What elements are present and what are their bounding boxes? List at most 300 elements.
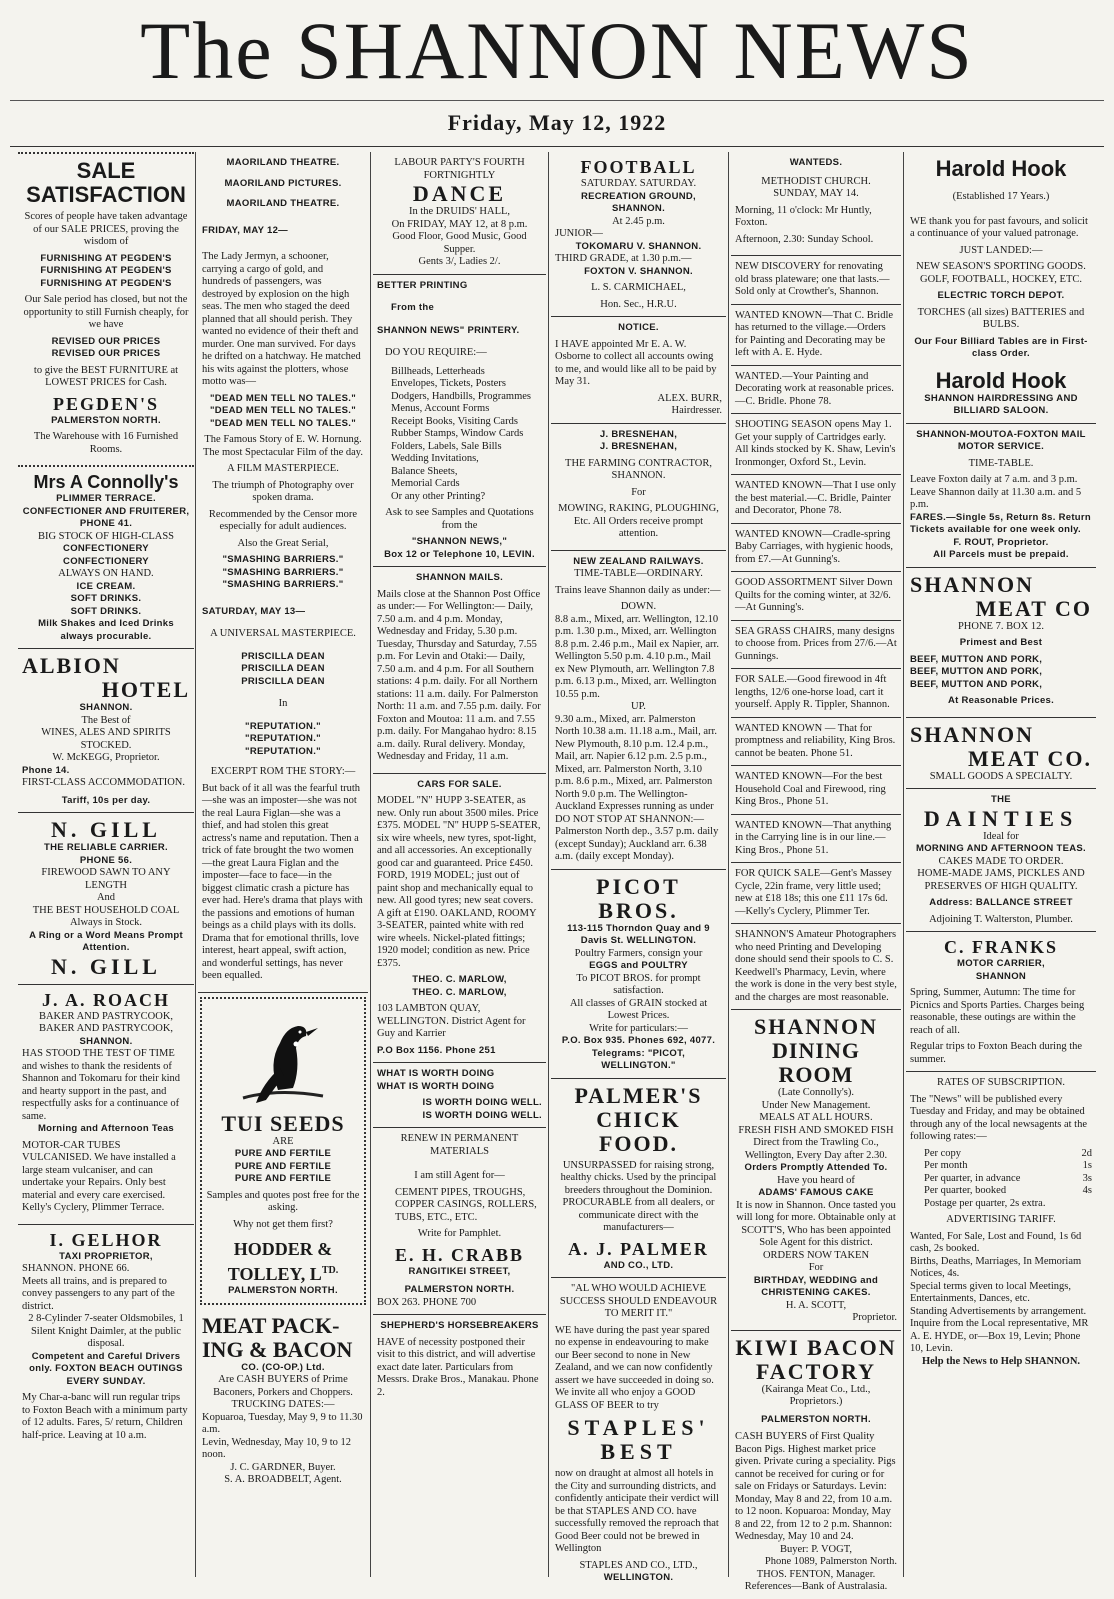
ad-heading: NEW ZEALAND RAILWAYS. bbox=[573, 555, 704, 567]
ad-brand: TUI SEEDS bbox=[221, 1110, 345, 1136]
ad-line: JUNIOR— bbox=[555, 228, 603, 239]
classified-item: NEW DISCOVERY for renovating old brass plateware; one that lasts.—Sold only at Crowther's, Shannon. bbox=[731, 256, 901, 305]
ad-line: THEO. C. MARLOW, bbox=[412, 986, 507, 998]
ad-text: Our Four Billiard Tables are in First-class Order. bbox=[914, 335, 1088, 359]
ad-line: A Ring or a Word Means Prompt Attention. bbox=[29, 929, 183, 953]
rate-label: Per quarter, in advance bbox=[924, 1172, 1021, 1184]
ad-text: A UNIVERSAL MASTERPIECE. bbox=[210, 628, 356, 639]
ad-brand: SHANNON bbox=[910, 721, 1035, 747]
mail-motor-ad bbox=[906, 424, 1096, 568]
issue-date: Friday, May 12, 1922 bbox=[447, 110, 667, 135]
ad-line: In the DRUIDS' HALL, bbox=[408, 206, 511, 217]
crabb-ad bbox=[373, 1128, 546, 1315]
ad-line: IS WORTH DOING WELL. bbox=[422, 1109, 542, 1121]
ad-text: Ask to see Samples and Quotations from the bbox=[385, 507, 534, 531]
tui-seeds-ad bbox=[200, 997, 366, 1305]
rate-label: Per copy bbox=[924, 1147, 962, 1159]
ad-brand: HODDER & bbox=[233, 1239, 333, 1259]
ad-text: 2 8-Cylinder 7-seater Oldsmobiles, 1 Silent Knight Daimler, at the public disposal. bbox=[28, 1313, 184, 1349]
ad-heading: RENEW IN PERMANENT MATERIALS bbox=[400, 1133, 519, 1157]
ad-brand: SHANNON bbox=[753, 1014, 878, 1039]
wanteds-section bbox=[731, 152, 901, 256]
ad-text: Meets all trains, and is prepared to convey passengers to any part of the district. bbox=[22, 1275, 175, 1312]
ad-heading: FOOTBALL bbox=[580, 157, 697, 177]
ad-brand: Mrs A Connolly's bbox=[33, 472, 179, 492]
ad-brand: MEAT PACK- bbox=[202, 1312, 340, 1338]
ad-text: Also the Great Serial, bbox=[237, 537, 329, 549]
printing-item: Memorial Cards bbox=[391, 478, 460, 489]
ad-line: FURNISHING AT PEGDEN'S bbox=[40, 277, 172, 289]
ad-heading: NOTICE. bbox=[618, 322, 659, 333]
ad-text: Levin, Wednesday, May 10, 9 to 12 noon. bbox=[202, 1436, 352, 1460]
column-1 bbox=[18, 152, 194, 1577]
ad-line: (Established 17 Years.) bbox=[952, 191, 1050, 202]
ad-place: PALMERSTON NORTH. bbox=[228, 1285, 338, 1296]
ad-heading: MAORILAND THEATRE. bbox=[226, 157, 340, 168]
classified-list bbox=[731, 256, 901, 1010]
ad-line: PURE AND FERTILE bbox=[234, 1173, 332, 1184]
ad-line: Milk Shakes and Iced Drinks always procurable. bbox=[38, 618, 174, 642]
printing-item: Rubber Stamps, Window Cards bbox=[391, 428, 524, 439]
ad-text: Inquire from the Local representative, MR A. E. HYDE, or—Box 19, Levin; Phone 10, Levin. bbox=[910, 1318, 1089, 1354]
gill-ad bbox=[18, 813, 194, 985]
ad-text: HAVE of necessity postponed their visit to this district, and will advertise exact date later. Particulars from Messrs. Drake Bros., Manakau. Phone 2. bbox=[377, 1336, 539, 1398]
rate-table bbox=[910, 1148, 1092, 1198]
rate-value: 1s bbox=[1082, 1160, 1092, 1171]
ad-line: "DEAD MEN TELL NO TALES." bbox=[210, 405, 356, 416]
ad-text: A FILM MASTERPIECE. bbox=[227, 463, 339, 474]
ad-line: PLIMMER TERRACE. bbox=[56, 493, 156, 504]
rate-label: Per month bbox=[924, 1160, 968, 1171]
ad-brand: STAPLES' bbox=[567, 1415, 710, 1440]
ad-brand: SHANNON bbox=[910, 571, 1035, 597]
ad-line: And bbox=[96, 892, 116, 903]
ad-line: BIG STOCK OF HIGH-CLASS bbox=[37, 530, 175, 542]
divider bbox=[10, 146, 1104, 147]
ad-line: SMALL GOODS A SPECIALTY. bbox=[929, 770, 1073, 782]
ad-line: THE RELIABLE CARRIER. bbox=[44, 842, 168, 853]
ad-line: "SMASHING BARRIERS." bbox=[222, 554, 344, 565]
ad-text: FARES.—Single 5s, Return 8s. Return Tickets available for one week only. bbox=[910, 511, 1092, 535]
ad-place: PALMERSTON NORTH. bbox=[404, 1284, 515, 1295]
ad-line: PRISCILLA DEAN bbox=[241, 675, 325, 687]
ad-line: Box 12 or Telephone 10, LEVIN. bbox=[384, 548, 535, 560]
ad-brand: BEST bbox=[600, 1439, 677, 1464]
ad-brand: FACTORY bbox=[756, 1358, 876, 1384]
ad-text: 103 LAMBTON QUAY, WELLINGTON. District Agent for Guy and Karrier bbox=[377, 1003, 526, 1039]
ad-line: "SHANNON NEWS," bbox=[411, 536, 508, 547]
ad-line: ARE bbox=[272, 1135, 294, 1147]
ad-text: Recommended by the Censor more especially for adult audiences. bbox=[208, 508, 358, 532]
ad-brand: ALBION bbox=[22, 653, 121, 678]
ad-line: PURE AND FERTILE bbox=[234, 1160, 332, 1172]
tui-bird-icon bbox=[238, 1008, 328, 1108]
ad-brand: I. GELHOR bbox=[49, 1229, 163, 1250]
ad-line: SOFT DRINKS. bbox=[70, 593, 142, 604]
classified-item: WANTED KNOWN—That C. Bridle has returned to the village.—Orders for Painting and Decorating may be left with A. E. Hyde. bbox=[731, 305, 901, 366]
column-2 bbox=[198, 152, 368, 1577]
ad-text: TORCHES (all sizes) BATTERIES and BULBS. bbox=[917, 306, 1085, 330]
ad-line: THE BEST HOUSEHOLD COAL bbox=[32, 904, 180, 916]
burr-notice bbox=[551, 317, 726, 424]
ad-place: PALMERSTON NORTH. bbox=[761, 1413, 871, 1425]
classified-item: SEA GRASS CHAIRS, many designs to choose from. Prices from 27/6.—At Gunnings. bbox=[731, 621, 901, 670]
ad-heading: SHANNON MAILS. bbox=[415, 572, 504, 583]
horsebreakers-ad bbox=[373, 1315, 546, 1408]
ad-line: "DEAD MEN TELL NO TALES." bbox=[210, 392, 356, 404]
harold-hook-ad bbox=[906, 152, 1096, 424]
cars-for-sale-ad bbox=[373, 774, 546, 1064]
printing-ad bbox=[373, 275, 546, 568]
ad-line: All classes of GRAIN stocked at Lowest Prices. bbox=[569, 997, 708, 1021]
classified-item: WANTED KNOWN—For the best Household Coal and Firewood, ring King Bros., Phone 51. bbox=[731, 766, 901, 815]
classified-item: SHOOTING SEASON opens May 1. Get your supply of Cartridges early. All kinds stocked by K. Shaw, Levin's Ironmonger, Oxford St., Levin. bbox=[731, 414, 901, 475]
ad-line: BEEF, MUTTON AND PORK, bbox=[910, 678, 1043, 690]
ad-line: At Reasonable Prices. bbox=[947, 695, 1055, 706]
railways-timetable bbox=[551, 551, 726, 870]
ad-text: Afternoon, 2.30: Sunday School. bbox=[735, 233, 874, 245]
ad-text: Write for Pamphlet. bbox=[417, 1228, 502, 1239]
ad-line: CO. (CO-OP.) Ltd. bbox=[241, 1361, 325, 1373]
column-4 bbox=[551, 152, 726, 1583]
ad-line: Buyer: P. VOGT, bbox=[780, 1543, 852, 1555]
ad-heading: RATES OF SUBSCRIPTION. bbox=[936, 1077, 1066, 1088]
ad-line: THE bbox=[991, 794, 1011, 805]
ad-line: THIRD GRADE, at 1.30 p.m.— bbox=[555, 253, 692, 264]
ad-line: TIME-TABLE—ORDINARY. bbox=[574, 568, 703, 579]
ad-text: EXCERPT ROM THE STORY:— bbox=[210, 766, 356, 777]
ad-brand: MEAT CO bbox=[975, 595, 1092, 621]
ad-line: METHODIST CHURCH. bbox=[761, 175, 871, 187]
ad-line: Telegrams: "PICOT, WELLINGTON." bbox=[591, 1047, 686, 1071]
ad-text: NEW SEASON'S SPORTING GOODS. GOLF, FOOTBALL, HOCKEY, ETC. bbox=[916, 261, 1086, 285]
classified-item: WANTED KNOWN—That I use only the best material.—C. Bridle, Painter and Decorator, Phone 78. bbox=[731, 475, 901, 524]
column-rule bbox=[903, 152, 904, 1577]
ad-text: Spring, Summer, Autumn: The time for Picnics and Sports Parties. Charges being reasonable, these outings are within the reach of all. bbox=[910, 987, 1085, 1036]
column-rule bbox=[195, 152, 196, 1577]
maoriland-theatre-ad bbox=[198, 152, 368, 993]
rate-label: Per quarter, booked bbox=[924, 1185, 1007, 1196]
ad-brand: MEAT CO. bbox=[968, 745, 1092, 771]
ad-line: SATURDAY. SATURDAY. bbox=[580, 178, 697, 189]
ad-line: Gents 3/, Ladies 2/. bbox=[418, 256, 501, 267]
roach-ad bbox=[18, 985, 194, 1225]
ad-line: PHONE 7. BOX 12. bbox=[957, 620, 1045, 632]
ad-heading: BETTER PRINTING bbox=[377, 279, 468, 291]
ad-line: Under New Management. bbox=[761, 1099, 871, 1111]
ad-line: CONFECTIONER AND FRUITERER, bbox=[22, 505, 190, 517]
newspaper-title: The SHANNON NEWS bbox=[140, 5, 974, 96]
firm-name: TOLLEY, L bbox=[227, 1264, 322, 1284]
ad-text: Leave Shannon daily at 11.30 a.m. and 5 p.m. bbox=[910, 486, 1082, 510]
ad-line: RECREATION GROUND, SHANNON. bbox=[580, 190, 696, 214]
ad-line: From the bbox=[391, 302, 435, 313]
ad-line: TIME-TABLE. bbox=[968, 457, 1034, 469]
meat-packing-ad bbox=[198, 1309, 368, 1492]
ad-heading: SHEPHERD'S HORSEBREAKERS bbox=[380, 1320, 539, 1331]
section-heading: WANTEDS. bbox=[789, 157, 843, 168]
ad-text: The "News" will be published every Tuesday and Friday, and may be obtained through any of the local newsagents at the following rates:— bbox=[910, 1093, 1087, 1142]
ad-line: Morning and Afternoon Teas bbox=[37, 1123, 175, 1134]
ad-line: THOS. FENTON, Manager. bbox=[756, 1568, 876, 1580]
printing-item: Billheads, Letterheads bbox=[391, 365, 485, 377]
ad-line: THEO. C. MARLOW, bbox=[412, 974, 507, 985]
ad-line: MORNING AND AFTERNOON TEAS. bbox=[916, 843, 1086, 854]
ad-line: Postage per quarter, 2s extra. bbox=[924, 1197, 1046, 1209]
ad-line: "SMASHING BARRIERS." bbox=[222, 566, 344, 578]
ad-brand: PICOT BROS. bbox=[596, 873, 681, 923]
ad-text: Trains leave Shannon daily as under:— bbox=[555, 584, 721, 596]
ad-line: Competent and Careful Drivers only. FOXTON BEACH OUTINGS EVERY SUNDAY. bbox=[29, 1350, 183, 1387]
ad-text: I HAVE appointed Mr E. A. W. Osborne to collect all accounts owing to me, and would like all to be paid by May 31. bbox=[555, 338, 717, 387]
ad-line: ICE CREAM. bbox=[76, 580, 136, 592]
ad-text: Mails close at the Shannon Post Office as under:— For Wellington:— Daily, 7.50 a.m. and 4 p.m. Monday, Wednesday and Friday, 5.30 p.m. Tuesday, Thursday and Saturday, 7.55 p.m. For Levin and Otaki:— Daily, 7.50 a.m. and 4 p.m. For all Southern stations: 4 p.m. daily. For all Northern stations: 11 a.m. daily. For Palmerston North: 11 a.m. and 7.55 p.m. daily. For Foxton and Moutoa: 11 a.m. and 7.55 p.m. daily. For Mangahao hydro: 8.15 a.m. daily. Rural delivery. Monday, Wednesday and Friday, 11 a.m. bbox=[377, 588, 541, 762]
ad-text: Kopuaroa, Tuesday, May 9, 9 to 11.30 a.m. bbox=[202, 1411, 363, 1435]
ad-line: FURNISHING AT PEGDEN'S bbox=[40, 265, 172, 276]
ad-line: BEEF, MUTTON AND PORK, bbox=[910, 666, 1043, 677]
printing-item: Folders, Labels, Sale Bills bbox=[391, 440, 502, 452]
printing-list bbox=[391, 366, 542, 504]
ad-text: Special terms given to local Meetings, Entertainments, Dances, etc. bbox=[910, 1280, 1071, 1304]
divider bbox=[10, 100, 1104, 101]
ad-line: ELECTRIC TORCH DEPOT. bbox=[937, 290, 1065, 301]
ad-heading: SATISFACTION bbox=[26, 182, 186, 207]
pegdens-ad bbox=[18, 152, 194, 467]
kiwi-bacon-ad bbox=[731, 1331, 901, 1599]
ad-brand: N. GILL bbox=[51, 953, 161, 979]
ad-line: P.O Box 1156. Phone 251 bbox=[377, 1044, 496, 1056]
classified-item: SHANNON'S Amateur Photographers who need Printing and Developing done should send their spools to C. S. Keedwell's Pharmacy, Levin, where the work is done in the very best style, and the charges are most reasonable. bbox=[731, 924, 901, 1010]
ad-line: S. A. BROADBELT, Agent. bbox=[224, 1474, 342, 1485]
picot-bros-ad bbox=[551, 870, 726, 1079]
ad-line: SHANNON NEWS" PRINTERY. bbox=[377, 324, 520, 336]
rate-row bbox=[924, 1185, 1092, 1198]
ad-line: P.O. Box 935. Phones 692, 4077. bbox=[561, 1035, 716, 1046]
ad-heading: MAORILAND PICTURES. bbox=[224, 177, 342, 189]
ad-text: Births, Deaths, Marriages, In Memoriam Notices, 4s. bbox=[910, 1255, 1082, 1279]
printing-item: Menus, Account Forms bbox=[391, 403, 490, 414]
ad-text: The Famous Story of E. W. Hornung. The most Spectacular Film of the day. bbox=[203, 434, 363, 458]
ad-line: REVISED OUR PRICES bbox=[51, 348, 161, 359]
franks-ad bbox=[906, 932, 1096, 1072]
ad-line: Primest and Best bbox=[959, 637, 1043, 648]
ad-line: "REPUTATION." bbox=[245, 745, 321, 757]
ad-text: I am still Agent for— bbox=[414, 1170, 505, 1181]
ad-text: THE FARMING CONTRACTOR, SHANNON. bbox=[565, 457, 712, 481]
ad-line: BAKER AND PASTRYCOOK, bbox=[38, 1023, 174, 1034]
ad-line: J. BRESNEHAN, bbox=[599, 441, 678, 452]
ad-line: MOTOR CARRIER, bbox=[957, 958, 1045, 969]
ad-text: Standing Advertisements by arrangement. bbox=[910, 1305, 1087, 1317]
ad-line: CAKES MADE TO ORDER. bbox=[938, 855, 1064, 867]
ad-text: Regular trips to Foxton Beach during the summer. bbox=[910, 1041, 1083, 1065]
ad-line: FURNISHING AT PEGDEN'S bbox=[40, 252, 172, 264]
ad-text: MOTOR-CAR TUBES VULCANISED. We have installed a large steam vulcaniser, and can undertake your Repairs. Only best material and every care exercised. Kelly's Cyclery, Plimmer Terrace. bbox=[22, 1139, 176, 1213]
ad-text: The Warehouse with 16 Furnished Rooms. bbox=[33, 431, 179, 455]
ad-text: 9.30 a.m., Mixed, arr. Palmerston North 10.38 a.m. 11.18 a.m., Mail, arr. New Plymouth, 8.10 p.m. 12.4 p.m., Mail, arr. Napier 6.12 p.m. 2.5 p.m., Mixed, arr. Palmerston North, 3.10 p.m. 8.6 p.m., Mixed, arr. Palmerston North 9.0 p.m. The Wellington-Auckland Expresses running as under DO NOT STOP AT SHANNON:— Palmerston North dep., 3.57 p.m. daily (except Sunday); Auckland arr. 6.38 a.m. (daily except Monday). bbox=[555, 713, 719, 862]
ad-text: Are CASH BUYERS of Prime Baconers, Porkers and Choppers. bbox=[213, 1374, 353, 1398]
ad-line: AND CO., LTD. bbox=[603, 1259, 674, 1271]
ad-text: Wanted, For Sale, Lost and Found, 1s 6d cash, 2s booked. bbox=[910, 1230, 1082, 1254]
ad-line: BOX 263. PHONE 700 bbox=[377, 1296, 477, 1308]
ad-line: For bbox=[631, 486, 646, 498]
ad-line: STAPLES AND CO., LTD., bbox=[579, 1559, 698, 1571]
column-5 bbox=[731, 152, 901, 1592]
ad-text: It is now in Shannon. Once tasted you will long for more. Obtainable only at SCOTT'S, Who has been appointed Sole Agent for this district. bbox=[736, 1199, 896, 1248]
ad-line: References—Bank of Australasia. bbox=[744, 1581, 888, 1592]
ad-line: To PICOT BROS. for prompt satisfaction. bbox=[576, 972, 701, 996]
ad-line: All Parcels must be prepaid. bbox=[933, 549, 1069, 560]
printing-item: Balance Sheets, bbox=[391, 465, 458, 477]
ad-brand: HOTEL bbox=[101, 677, 190, 702]
ad-brand: PEGDEN'S bbox=[52, 393, 160, 414]
rate-value: 2d bbox=[1081, 1147, 1092, 1159]
ad-line: W. McKEGG, Proprietor. bbox=[52, 752, 160, 763]
ad-line: CONFECTIONERY bbox=[63, 543, 149, 554]
ad-line: DO YOU REQUIRE:— bbox=[385, 347, 487, 358]
ad-line: SOFT DRINKS. bbox=[70, 605, 142, 617]
ad-line: IS WORTH DOING WELL. bbox=[422, 1097, 542, 1108]
ad-line: Have you heard of bbox=[777, 1174, 855, 1186]
ad-line: At 2.45 p.m. bbox=[612, 215, 665, 227]
classified-item: WANTED KNOWN—Cradle-spring Baby Carriages, with hygienic hoods, from £7.—At Gunning's. bbox=[731, 524, 901, 573]
ad-line: FIRST-CLASS ACCOMMODATION. bbox=[22, 777, 185, 788]
ad-text: MOWING, RAKING, PLOUGHING, Etc. All Orders receive prompt attention. bbox=[558, 503, 719, 539]
ad-line: TRUCKING DATES:— bbox=[231, 1399, 335, 1410]
ad-line: WHAT IS WORTH DOING bbox=[377, 1068, 495, 1079]
ad-brand: PALMER'S bbox=[574, 1082, 703, 1108]
ad-text: The Lady Jermyn, a schooner, carrying a cargo of gold, and hundreds of passengers, was destroyed by explosion on the high seas. The men who staged the deed planned that all should perish. They wanted no evidence of their theft and murder. One man survived. For days he drifted on a hatchway. He matched his wits against the plotters, whose motto was— bbox=[202, 251, 361, 387]
screening-date: SATURDAY, MAY 13— bbox=[202, 605, 306, 617]
ad-text: WE have during the past year spared no expense in endeavouring to make our Beer second to none in New Zealand, and we can now confidently assert we have succeeded in doing so. We invite all who enjoy a GOOD GLASS OF BEER to try bbox=[555, 1324, 714, 1411]
printing-item: Receipt Books, Visiting Cards bbox=[391, 415, 518, 427]
ad-line: PRISCILLA DEAN bbox=[241, 650, 325, 662]
ad-brand: E. H. CRABB bbox=[394, 1244, 524, 1265]
ad-text: FRESH FISH AND SMOKED FISH Direct from the Trawling Co., Wellington, Every Day after 2.30. bbox=[738, 1124, 894, 1161]
ad-line: ADAMS' FAMOUS CAKE bbox=[758, 1187, 874, 1198]
ad-text: HAS STOOD THE TEST OF TIME and wishes to thank the residents of Shannon and Tokomaru for their kind and hearty support in the past, and respectfully asks for a continuance of same. bbox=[22, 1048, 181, 1122]
ad-line: Ideal for bbox=[983, 830, 1019, 842]
rate-value: 3s bbox=[1082, 1172, 1092, 1184]
ad-line: Orders Promptly Attended To. bbox=[744, 1162, 888, 1173]
ad-line: UP. bbox=[631, 701, 646, 712]
ad-text: Our Sale period has closed, but not the opportunity to still Furnish cheaply, for we have bbox=[23, 294, 189, 330]
classified-item: WANTED KNOWN—That anything in the Carrying line is in our line.—King Bros., Phone 51. bbox=[731, 815, 901, 864]
ad-line: F. ROUT, Proprietor. bbox=[953, 536, 1049, 548]
ad-line: For bbox=[808, 1262, 824, 1273]
ad-line: TOKOMARU V. SHANNON. bbox=[575, 240, 702, 252]
albion-hotel-ad bbox=[18, 649, 194, 813]
ad-text: MODEL "N" HUPP 3-SEATER, as new. Only run about 3500 miles. Price £375. MODEL "N" HUPP 5-SEATER, six wire wheels, new tyres, spot-light, and all accessories. An exceptionally good car and guaranteed. Price £450. FORD, 1919 MODEL; just out of paint shop and mechanically equal to new. All good tyres; new seat covers. A gift at £190. OAKLAND, ROOMY 3-SEATER, painted white with red wire wheels. Nickel-plated fittings; 1920 model; condition as new. Price £375. bbox=[377, 795, 541, 969]
ad-text: now on draught at almost all hotels in the City and surrounding districts, and confidently anticipate their verdict will be that STAPLES AND CO. have successfully removed the reproach that Good Beer could not be brewed in Wellington bbox=[555, 1468, 719, 1554]
ad-heading: ADVERTISING TARIFF. bbox=[946, 1214, 1056, 1225]
classified-item: FOR QUICK SALE—Gent's Massey Cycle, 22in frame, very little used; new at £18 18s; this one £11 17s 6d.—Kelly's Cyclery, Plimmer Ter. bbox=[731, 863, 901, 924]
ad-brand: DAINTIES bbox=[923, 805, 1079, 831]
dainties-ad bbox=[906, 789, 1096, 932]
ad-line: "REPUTATION." bbox=[245, 720, 321, 732]
ad-text: UNSURPASSED for raising strong, healthy chicks. Used by the principal breeders throughout the Dominion. PROCURABLE from all dealers, or communicate direct with the manufacturers— bbox=[560, 1159, 717, 1233]
ad-place: WELLINGTON. bbox=[603, 1572, 674, 1583]
ad-line: (Kairanga Meat Co., Ltd., Proprietors.) bbox=[761, 1383, 871, 1407]
shannon-mails-notice bbox=[373, 567, 546, 774]
ad-line: J. C. GARDNER, Buyer. bbox=[230, 1461, 336, 1473]
column-rule bbox=[728, 152, 729, 1577]
ad-text: to give the BEST FURNITURE at LOWEST PRICES for Cash. bbox=[33, 364, 179, 388]
ad-line: Phone 14. bbox=[22, 764, 70, 776]
ad-line: BEEF, MUTTON AND PORK, bbox=[910, 653, 1043, 665]
ad-line: SUNDAY, MAY 14. bbox=[773, 188, 859, 199]
ad-heading: MAORILAND THEATRE. bbox=[226, 198, 340, 209]
classified-item: FOR SALE.—Good firewood in 4ft lengths, 12/6 one-horse load, cart it yourself. Apply R. Tippler, Shannon. bbox=[731, 669, 901, 718]
ad-line: Write for particulars:— bbox=[589, 1022, 688, 1034]
rate-row bbox=[924, 1173, 1092, 1186]
ad-line: "DEAD MEN TELL NO TALES." bbox=[210, 417, 356, 429]
ad-brand: C. FRANKS bbox=[943, 937, 1058, 957]
ad-line: ORDERS NOW TAKEN bbox=[762, 1249, 870, 1261]
ad-line: Proprietor. bbox=[852, 1312, 897, 1323]
ad-line: Good Floor, Good Music, Good Supper. bbox=[392, 231, 527, 255]
ad-line: 113-115 Thorndon Quay and 9 Davis St. WELLINGTON. bbox=[567, 922, 710, 946]
ad-heading: SALE bbox=[76, 158, 136, 183]
printing-item: Dodgers, Handbills, Programmes bbox=[391, 390, 531, 402]
masthead bbox=[0, 0, 1114, 150]
labour-dance-ad bbox=[373, 152, 546, 275]
ad-line: RANGITIKEI STREET, bbox=[408, 1265, 511, 1277]
classified-item: WANTED KNOWN — That for promptness and reliability, King Bros. cannot be beaten. Phone 51. bbox=[731, 718, 901, 767]
ad-text: But back of it all was the fearful truth—she was an imposter—she was not the real Laura Figlan—she was a thief, and had stolen this great actress's name and reputation. Then a trick of fate brought the two women—the great Laura Figlan and the imposter—face to face—in the biggest climatic crash a picture has ever had. Here's drama that plays with the passions and emotions of human beings as a child plays with its dolls. Drama that for emotional thrills, love interest, heart appeal, swift action, and wonderful settings, has never been equalled. bbox=[202, 782, 363, 981]
ad-line: On FRIDAY, MAY 12, at 8 p.m. bbox=[391, 218, 528, 230]
ad-line: L. S. CARMICHAEL, bbox=[591, 282, 686, 293]
ad-line: Tariff, 10s per day. bbox=[61, 794, 151, 806]
ad-line: SHANNON HAIRDRESSING AND BILLIARD SALOON. bbox=[924, 392, 1078, 416]
ad-text: HOME-MADE JAMS, PICKLES AND PRESERVES OF HIGH QUALITY. bbox=[917, 868, 1085, 892]
ad-line: FIREWOOD SAWN TO ANY LENGTH bbox=[41, 867, 171, 891]
rate-value: 4s bbox=[1082, 1185, 1092, 1196]
firm-suffix: TD. bbox=[321, 1265, 339, 1276]
ad-line: MEALS AT ALL HOURS. bbox=[759, 1112, 873, 1123]
worth-doing-ad bbox=[373, 1063, 546, 1128]
printing-item: Envelopes, Tickets, Posters bbox=[391, 378, 506, 389]
classified-item: WANTED.—Your Painting and Decorating work at reasonable prices.—C. Bridle. Phone 78. bbox=[731, 366, 901, 415]
ad-heading: CARS FOR SALE. bbox=[417, 778, 502, 790]
staples-best-ad bbox=[551, 1278, 726, 1590]
ad-brand: KIWI BACON bbox=[735, 1334, 897, 1360]
ad-line: Adjoining T. Walterston, Plumber. bbox=[929, 913, 1073, 925]
ad-text: CEMENT PIPES, TROUGHS, COPPER CASINGS, ROLLERS, TUBS, ETC., ETC. bbox=[395, 1186, 537, 1223]
ad-text: Leave Foxton daily at 7 a.m. and 3 p.m. bbox=[910, 474, 1078, 485]
ad-line: PRISCILLA DEAN bbox=[241, 663, 325, 674]
ad-brand: J. A. ROACH bbox=[41, 989, 170, 1010]
ad-text: My Char-a-banc will run regular trips to Foxton Beach with a minimum party of 12 adults. Fares, 5/ return, Children half-price. Leaving at 10 a.m. bbox=[22, 1392, 188, 1441]
ad-line: (Late Connolly's). bbox=[778, 1087, 854, 1098]
ad-text: CASH BUYERS of First Quality Bacon Pigs. Highest market price given. Private curing a speciality. Pigs cannot be received for curing or for sale on Fridays or Saturdays. Levin: Monday, May 8 and 22, from 10 a.m. to 12 noon. Kopuaroa: Monday, May 8 and 22, from 12 to 2 p.m. Shannon: Wednesday, May 10 and 24. bbox=[735, 1431, 896, 1542]
ad-line: Poultry Farmers, consign your bbox=[574, 947, 703, 959]
ad-brand: Harold Hook bbox=[935, 367, 1067, 393]
ad-place: SHANNON. bbox=[79, 702, 133, 713]
ad-line: WINES, ALES AND SPIRITS STOCKED. bbox=[41, 727, 171, 751]
ad-line: "AL WHO WOULD ACHIEVE SUCCESS SHOULD ENDEAVOUR TO MERIT IT." bbox=[559, 1283, 718, 1319]
ad-text: Morning, 11 o'clock: Mr Huntly, Foxton. bbox=[735, 204, 872, 228]
printing-item: Or any other Printing? bbox=[391, 490, 486, 502]
football-notice bbox=[551, 152, 726, 317]
ad-text: Why not get them first? bbox=[233, 1218, 333, 1230]
ad-line: PURE AND FERTILE bbox=[234, 1148, 332, 1159]
ad-text: In bbox=[278, 698, 288, 709]
ad-heading: SHANNON-MOUTOA-FOXTON MAIL MOTOR SERVICE. bbox=[916, 428, 1086, 452]
ad-line: ALEX. BURR, bbox=[657, 392, 722, 404]
ad-line: The Best of bbox=[81, 714, 131, 726]
ad-brand: DINING ROOM bbox=[772, 1038, 860, 1087]
